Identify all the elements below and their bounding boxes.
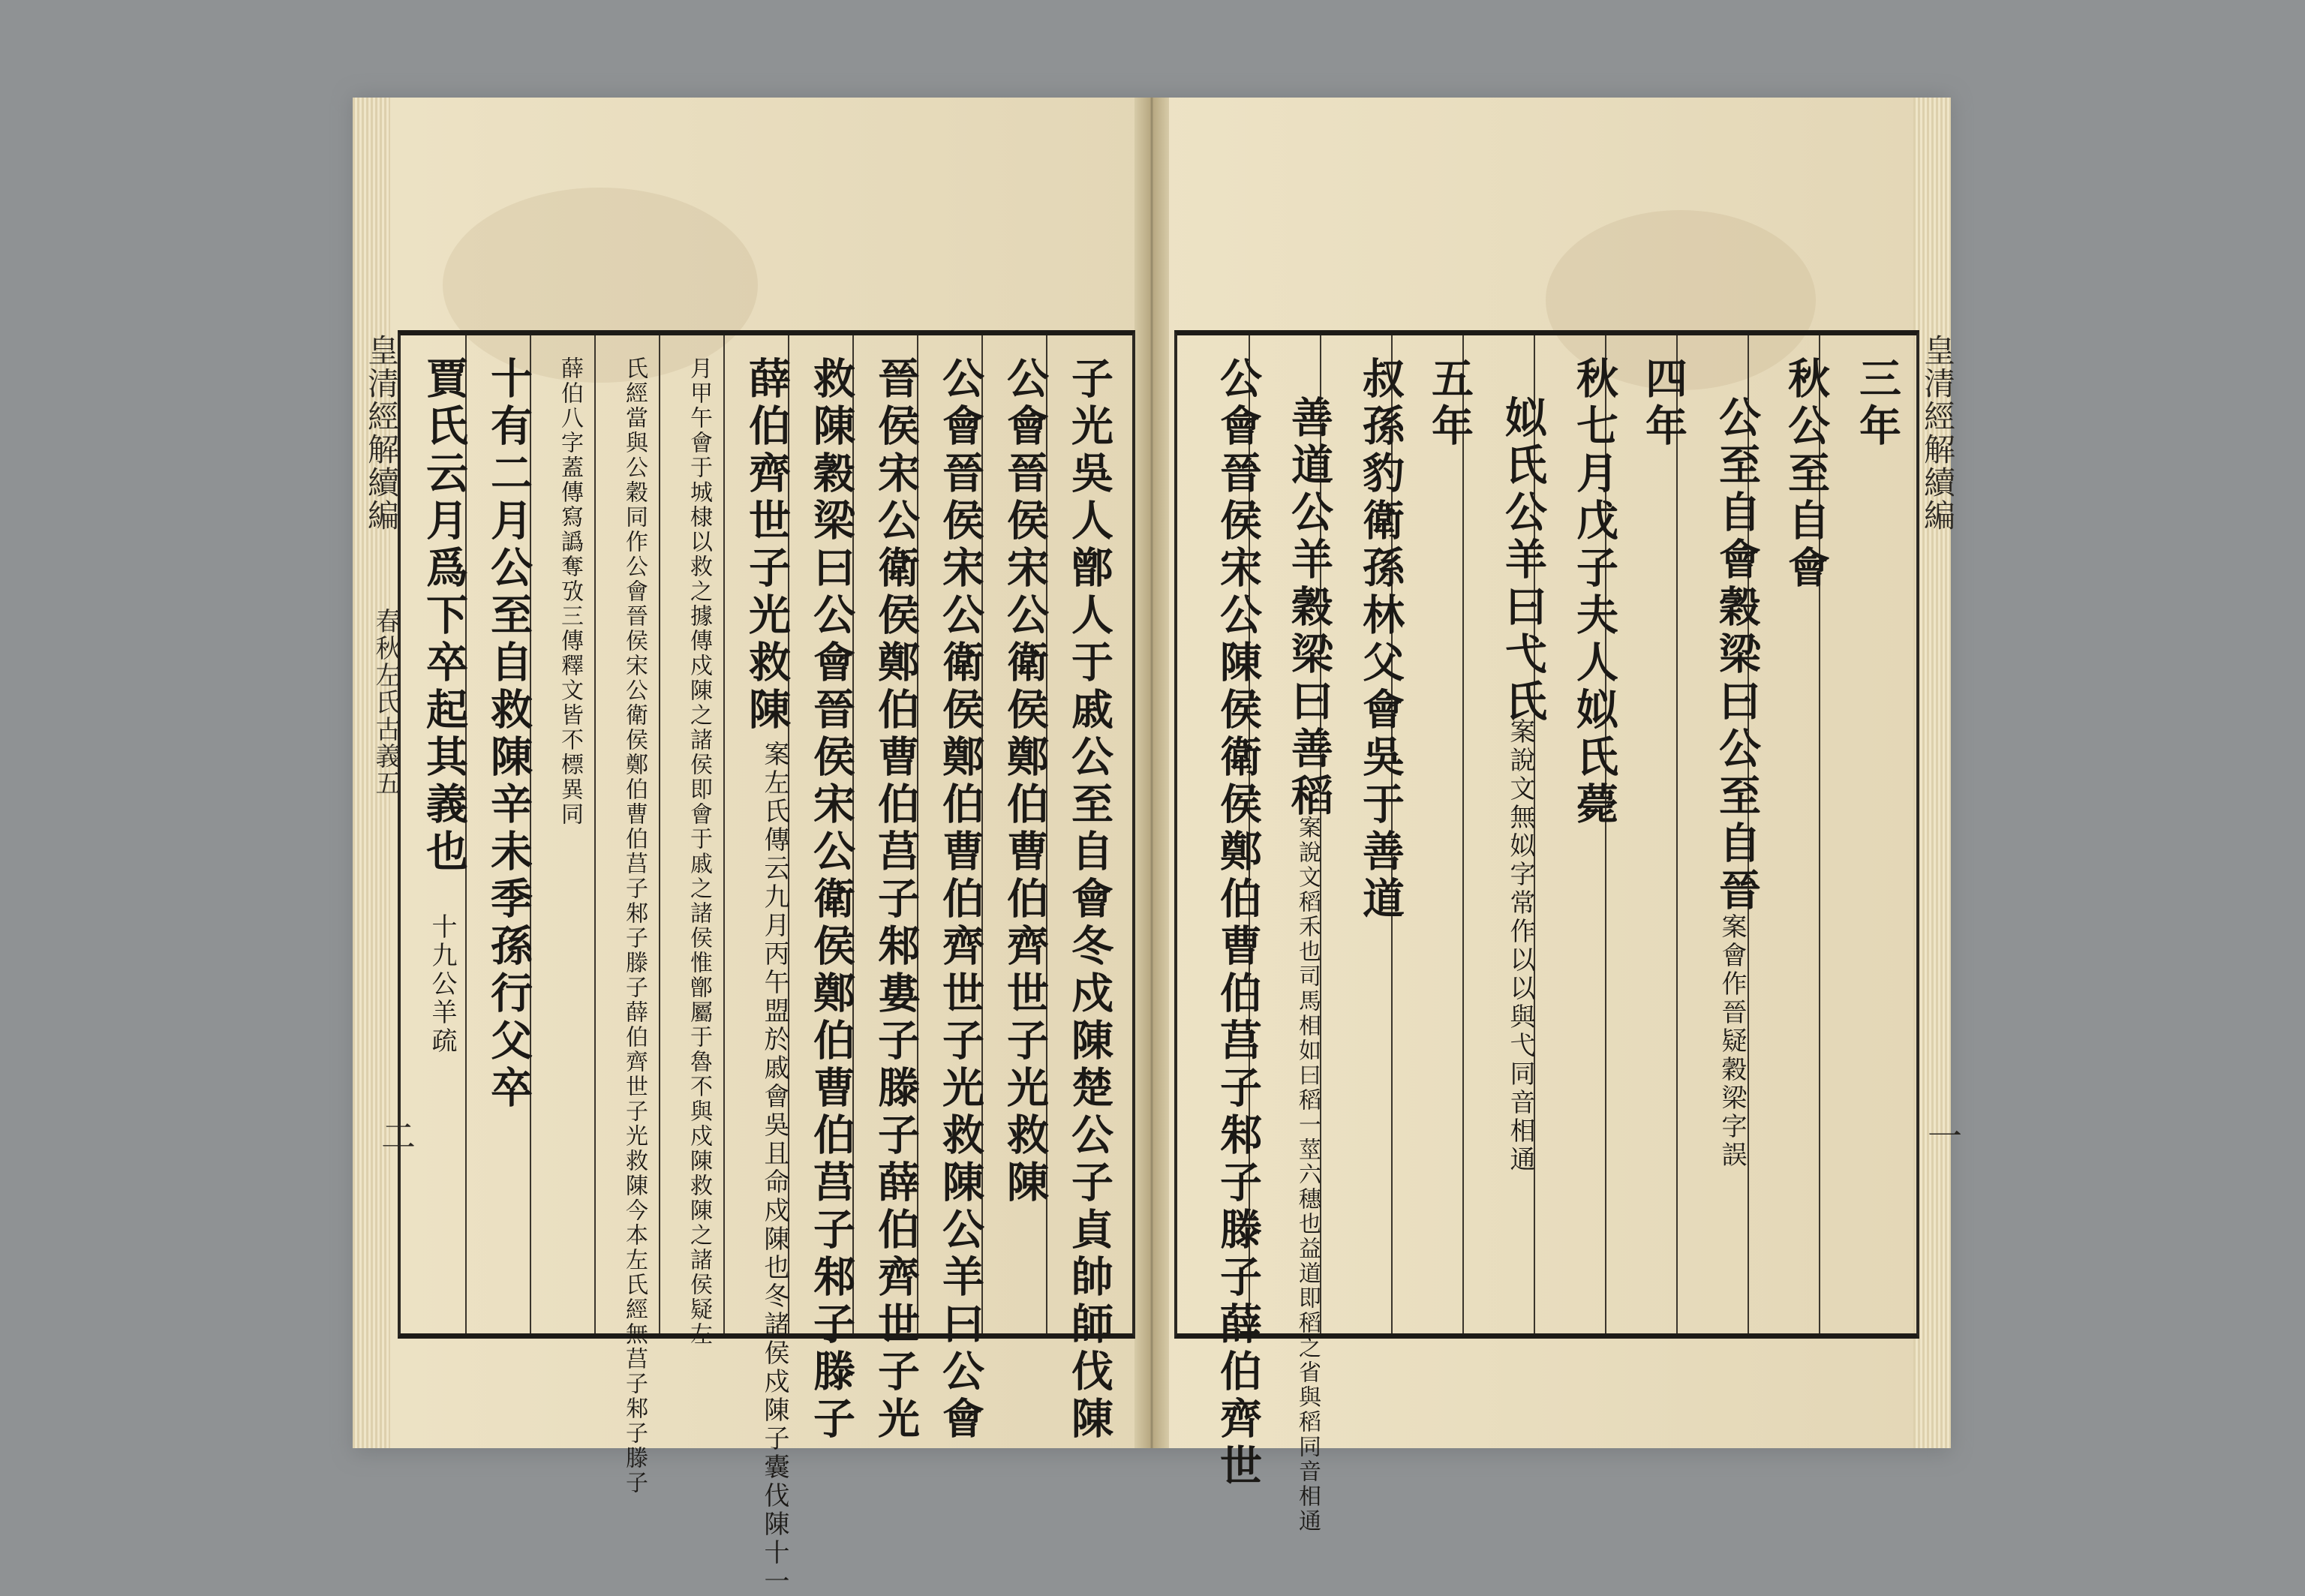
column-text: 姒氏公羊曰弋氏: [1498, 395, 1548, 726]
left-margin-subtitle: 春秋左氏古義五: [371, 608, 401, 797]
left-page-number: 二: [376, 1118, 416, 1153]
year-heading: 五年: [1425, 356, 1474, 451]
column-annotation: 薛伯八字蓋傳寫譌奪攷三傳釋文皆不標異同: [557, 356, 583, 827]
right-margin-title: 皇清經解續編: [1919, 334, 1956, 532]
right-text-frame: [1174, 330, 1919, 1534]
column-text: 子光吳人鄫人于戚公至自會冬戍陳楚公子貞帥師伐陳: [1065, 356, 1114, 1444]
column-text: 公至自會穀梁曰公至自晉: [1712, 395, 1762, 915]
column-annotation: 案說文稻禾也司馬相如曰稻一莖六穗也益道即稻之省與稻同音相通: [1294, 816, 1321, 1534]
column-text: 善道公羊穀梁曰善稻: [1285, 395, 1334, 821]
column-text: 公會晉侯宋公陳侯衛侯鄭伯曹伯莒子邾子滕子薛伯齊世: [1213, 356, 1263, 1491]
column-text: 十有二月公至自救陳辛未季孫行父卒: [484, 356, 533, 1113]
column-text: 公會晉侯宋公衛侯鄭伯曹伯齊世子光救陳公羊曰公會: [936, 356, 985, 1444]
left-margin-title: 皇清經解續編: [363, 334, 400, 532]
year-heading: 四年: [1639, 356, 1688, 451]
year-heading: 三年: [1853, 356, 1902, 451]
column-annotation: 月甲午會于城棣以救之據傳戍陳之諸侯即會于戚之諸侯惟鄫屬于魯不與戍陳救陳之諸侯疑左: [686, 356, 712, 1347]
column-text: 賈氏云月爲下卒起其義也: [419, 356, 469, 876]
column-annotation: 氏經當與公穀同作公會晉侯宋公衛侯鄭伯曹伯莒子邾子滕子薛伯齊世子光救陳今本左氏經無莒子邾子滕子: [621, 356, 648, 1495]
column-text: 叔孫豹衛孫林父會吳于善道: [1356, 356, 1405, 924]
column-annotation: 案會作晉疑穀梁字誤: [1717, 913, 1747, 1170]
book-gutter: [1134, 98, 1169, 1448]
column-text: 秋七月戊子夫人姒氏薨: [1570, 356, 1619, 829]
column-text: 晉侯宋公衛侯鄭伯曹伯莒子邾婁子滕子薛伯齊世子光: [871, 356, 921, 1444]
left-text-frame: [398, 330, 1135, 1596]
column-text: 秋公至自會: [1781, 356, 1831, 593]
column-annotation: 案說文無姒字常作以以與弋同音相通: [1505, 718, 1535, 1174]
column-text: 薛伯齊世子光救陳: [742, 356, 792, 735]
column-annotation: 案左氏傳云九月丙午盟於戚會吳且命戍陳也冬諸侯戍陳子囊伐陳十一: [759, 741, 789, 1596]
column-text: 救陳穀梁曰公會晉侯宋公衛侯鄭伯曹伯莒子邾子滕子: [807, 356, 856, 1444]
right-page-number: 一: [1922, 1118, 1963, 1153]
column-annotation: 十九公羊疏: [427, 913, 457, 1056]
column-text: 公會晉侯宋公衛侯鄭伯曹伯齊世子光救陳: [1000, 356, 1050, 1207]
